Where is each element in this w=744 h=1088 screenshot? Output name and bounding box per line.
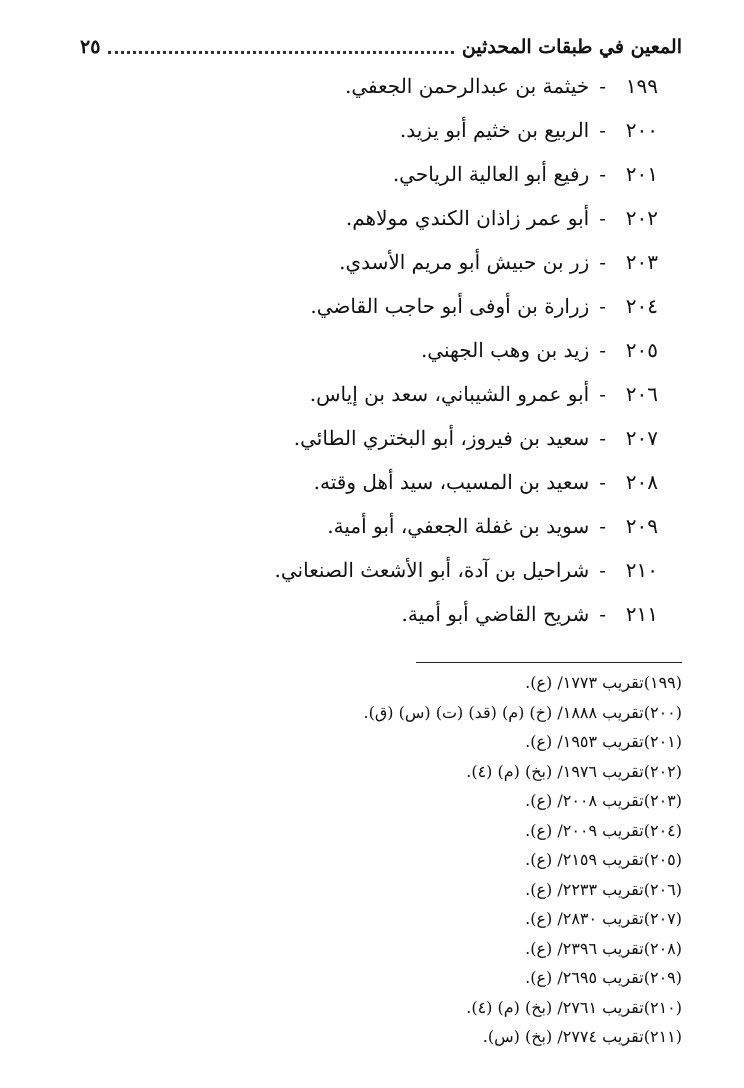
entry-number: ٢٠٤ <box>625 294 658 318</box>
entry-text: أبو عمر زاذان الكندي مولاهم. <box>345 206 590 230</box>
narrator-entry <box>98 64 658 108</box>
running-header <box>80 32 682 62</box>
entry-dash: - <box>599 162 606 186</box>
entry-text: سعيد بن فيروز، أبو البختري الطائي. <box>293 426 590 450</box>
entry-text: خيثمة بن عبدالرحمن الجعفي. <box>344 74 590 98</box>
footnote-separator <box>416 662 682 663</box>
entry-dash: - <box>599 250 606 274</box>
footnote: (٢٠٧)تقريب ٢٨٣٠/ (ع). <box>525 909 682 928</box>
narrator-entry <box>98 416 658 460</box>
entry-number: ٢١٠ <box>625 558 658 582</box>
entry-number: ٢٠٩ <box>625 514 658 538</box>
entry-text: زرارة بن أوفى أبو حاجب القاضي. <box>310 294 590 318</box>
entry-number: ٢٠٥ <box>625 338 658 362</box>
entry-dash: - <box>599 294 606 318</box>
entry-text: زر بن حبيش أبو مريم الأسدي. <box>339 250 590 274</box>
narrator-entry <box>98 372 658 416</box>
entry-number: ٢٠٣ <box>625 250 658 274</box>
entry-number: ٢٠٨ <box>625 470 658 494</box>
entry-text: شريح القاضي أبو أمية. <box>401 602 590 626</box>
narrator-entry <box>98 196 658 240</box>
entry-text: سويد بن غفلة الجعفي، أبو أمية. <box>327 514 590 538</box>
footnote: (٢٠٣)تقريب ٢٠٠٨/ (ع). <box>525 791 682 810</box>
narrator-entry <box>98 284 658 328</box>
footnote: (٢٠٥)تقريب ٢١٥٩/ (ع). <box>525 850 682 869</box>
narrator-entry <box>98 240 658 284</box>
entry-dash: - <box>599 514 606 538</box>
footnote: (١٩٩)تقريب ١٧٧٣/ (ع). <box>525 673 682 692</box>
entry-text: زيد بن وهب الجهني. <box>420 338 590 362</box>
narrator-entry <box>98 592 658 636</box>
footnote: (٢٠٦)تقريب ٢٢٣٣/ (ع). <box>525 879 682 899</box>
header-dot-leader <box>108 49 453 54</box>
entry-dash: - <box>599 118 606 142</box>
entry-text: شراحيل بن آدة، أبو الأشعث الصنعاني. <box>274 558 590 582</box>
footnote: (٢٠٠)تقريب ١٨٨٨/ (خ) (م) (قد) (ت) (س) (ق). <box>363 702 682 722</box>
narrator-entry <box>98 108 658 152</box>
narrator-entry <box>98 328 658 372</box>
entry-number: ٢٠٧ <box>625 426 658 450</box>
entry-number: ١٩٩ <box>625 74 658 98</box>
entry-dash: - <box>599 74 606 98</box>
narrator-entry <box>98 548 658 592</box>
narrator-entry <box>98 504 658 548</box>
entry-number: ٢٠٢ <box>625 206 658 230</box>
footnote: (٢٠٨)تقريب ٢٣٩٦/ (ع). <box>525 938 682 958</box>
entry-dash: - <box>599 470 606 494</box>
entry-text: الربيع بن خثيم أبو يزيد. <box>399 118 590 142</box>
footnote: (٢٠٤)تقريب ٢٠٠٩/ (ع). <box>525 820 682 840</box>
narrator-list <box>98 64 658 636</box>
footnote: (٢٠٢)تقريب ١٩٧٦/ (بخ) (م) (٤). <box>466 761 682 781</box>
entry-number: ٢٠٦ <box>625 382 658 406</box>
entry-number: ٢١١ <box>625 602 658 626</box>
entry-text: سعيد بن المسيب، سيد أهل وقته. <box>313 470 590 494</box>
footnote: (٢٠٩)تقريب ٢٦٩٥/ (ع). <box>525 968 682 987</box>
entry-dash: - <box>599 558 606 582</box>
entry-number: ٢٠٠ <box>625 118 658 142</box>
narrator-entry <box>98 460 658 504</box>
entry-text: أبو عمرو الشيباني، سعد بن إياس. <box>309 382 590 406</box>
narrator-entry <box>98 152 658 196</box>
footnote: (٢١٠)تقريب ٢٧٦١/ (بخ) (م) (٤). <box>466 997 682 1017</box>
footnote-list <box>182 668 682 1052</box>
entry-dash: - <box>599 602 606 626</box>
entry-dash: - <box>599 206 606 230</box>
footnote: (٢٠١)تقريب ١٩٥٣/ (ع). <box>525 732 682 751</box>
entry-text: رفيع أبو العالية الرياحي. <box>392 162 590 186</box>
footnote: (٢١١)تقريب ٢٧٧٤/ (بخ) (س). <box>482 1027 682 1046</box>
entry-dash: - <box>599 338 606 362</box>
entry-dash: - <box>599 426 606 450</box>
entry-number: ٢٠١ <box>625 162 658 186</box>
page-number: ٢٥ <box>80 36 101 58</box>
book-title: المعين في طبقات المحدثين <box>461 36 682 58</box>
entry-dash: - <box>599 382 606 406</box>
